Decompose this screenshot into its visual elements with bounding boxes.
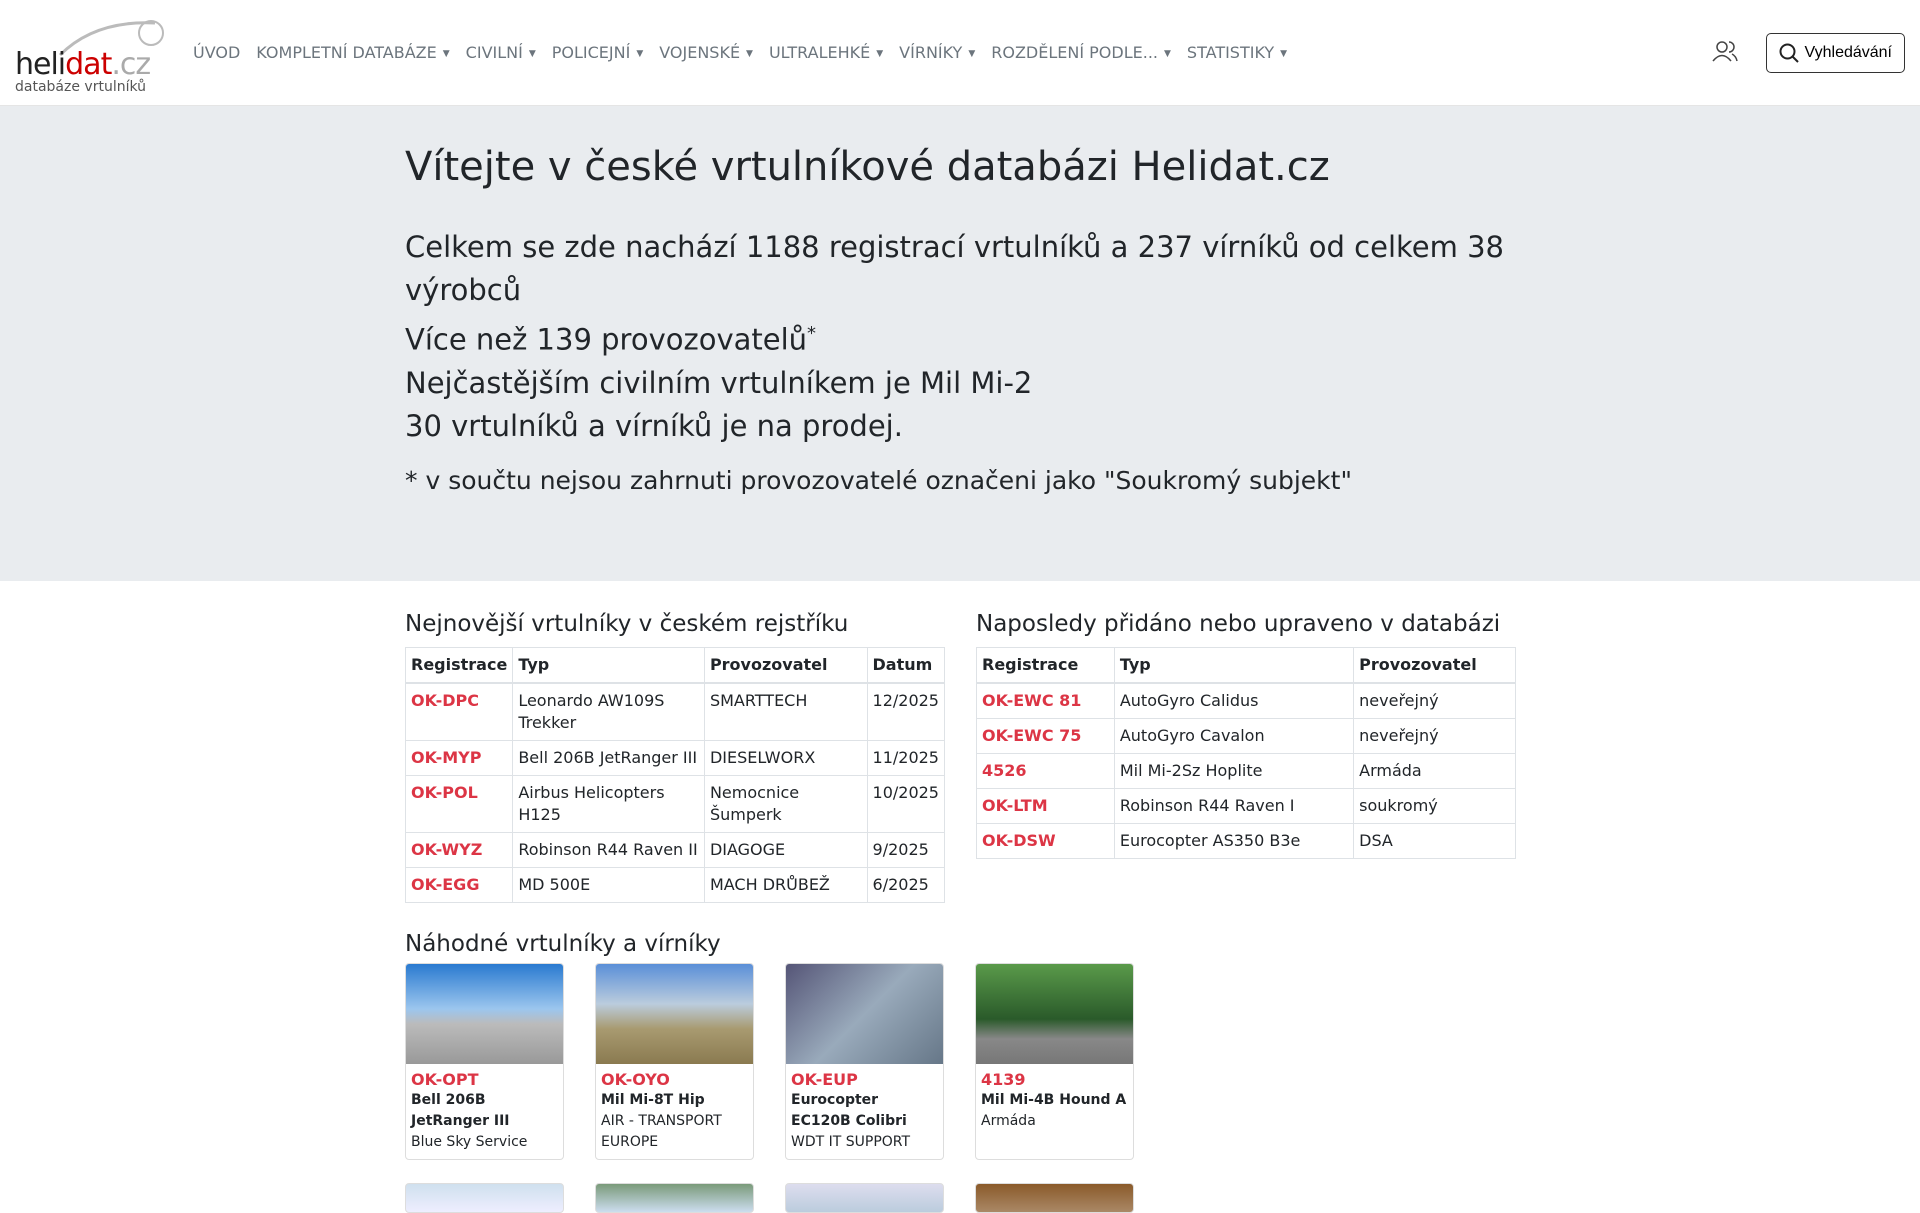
helicopter-photo[interactable]	[596, 964, 753, 1064]
nav-item[interactable]: VÍRNÍKY ▼	[899, 43, 976, 62]
table-cell: Airbus Helicopters H125	[513, 776, 705, 833]
registration-link[interactable]: OK-MYP	[406, 741, 513, 776]
card-operator: WDT IT SUPPORT	[791, 1134, 911, 1150]
random-cards	[405, 963, 1920, 1160]
table-row	[977, 683, 1516, 719]
table-cell: Bell 206B JetRanger III	[513, 741, 705, 776]
table-cell: 11/2025	[867, 741, 944, 776]
helicopter-card[interactable]	[595, 963, 754, 1160]
table-row	[977, 719, 1516, 754]
registration-link[interactable]: 4526	[977, 754, 1115, 789]
table-cell: MD 500E	[513, 868, 705, 903]
caret-down-icon: ▼	[968, 48, 976, 59]
main-menu	[185, 43, 1295, 62]
caret-down-icon: ▼	[746, 48, 753, 59]
nav-item[interactable]: STATISTIKY ▼	[1186, 43, 1288, 62]
caret-down-icon: ▼	[876, 48, 884, 59]
table-header	[406, 648, 945, 684]
intro-jumbotron	[0, 106, 1920, 581]
card-image[interactable]	[785, 1183, 944, 1213]
card-registration[interactable]: OK-OYO	[601, 1070, 670, 1089]
table-row	[406, 741, 945, 776]
table-row	[977, 824, 1516, 859]
nav-item[interactable]: CIVILNÍ ▼	[465, 43, 536, 62]
column-header: Datum	[867, 648, 944, 684]
caret-down-icon: ▼	[636, 48, 644, 59]
table-cell: 6/2025	[867, 868, 944, 903]
card-image[interactable]	[595, 1183, 754, 1213]
table-cell: Mil Mi-2Sz Hoplite	[1114, 754, 1353, 789]
table-row	[406, 833, 945, 868]
table-cell: Eurocopter AS350 B3e	[1114, 824, 1353, 859]
table-cell: neveřejný	[1354, 719, 1516, 754]
table-cell: MACH DRŮBEŽ	[704, 868, 867, 903]
table-cell: Robinson R44 Raven I	[1114, 789, 1353, 824]
registration-link[interactable]: OK-WYZ	[406, 833, 513, 868]
table-cell: AutoGyro Calidus	[1114, 683, 1353, 719]
page-title: Vítejte v české vrtulníkové databázi Helidat.cz	[405, 144, 1330, 190]
column-header: Provozovatel	[704, 648, 867, 684]
registration-link[interactable]: OK-LTM	[977, 789, 1115, 824]
footnote: * v součtu nejsou zahrnuti provozovatelé označeni jako "Soukromý subjekt"	[405, 465, 1352, 495]
table-row	[406, 868, 945, 903]
registration-link[interactable]: OK-EGG	[406, 868, 513, 903]
helicopter-card[interactable]	[405, 963, 564, 1160]
caret-down-icon: ▼	[1164, 48, 1171, 59]
table-cell: DIAGOGE	[704, 833, 867, 868]
registration-link[interactable]: OK-DSW	[977, 824, 1115, 859]
nav-item[interactable]: ÚVOD	[193, 43, 241, 62]
card-registration[interactable]: OK-OPT	[411, 1070, 479, 1089]
stats: Celkem se zde nachází 1188 registrací vrtulníků a 237 vírníků od celkem 38 výrobců Více než 139 provozovatelů* Nejčastějším civilním vrtulníkem je Mil Mi-2 30 vrtulníků a vírníků je na prodej.	[405, 230, 1504, 443]
nav-item[interactable]: ROZDĚLENÍ PODLE... ▼	[991, 43, 1171, 62]
table-cell: Robinson R44 Raven II	[513, 833, 705, 868]
table-row	[406, 776, 945, 833]
search-icon	[1779, 43, 1799, 63]
table-row	[977, 754, 1516, 789]
table-cell: 10/2025	[867, 776, 944, 833]
column-header: Typ	[513, 648, 705, 684]
recent-table	[976, 647, 1516, 859]
card-operator: Armáda	[981, 1113, 1036, 1129]
table-cell: DIESELWORX	[704, 741, 867, 776]
nav-item[interactable]: VOJENSKÉ ▼	[659, 43, 753, 62]
table-cell: soukromý	[1354, 789, 1516, 824]
table-cell: Nemocnice Šumperk	[704, 776, 867, 833]
card-operator: Blue Sky Service	[411, 1134, 528, 1150]
table-row	[977, 789, 1516, 824]
card-registration[interactable]: OK-EUP	[791, 1070, 858, 1089]
column-header: Typ	[1114, 648, 1353, 684]
nav-item[interactable]: ULTRALEHKÉ ▼	[768, 43, 884, 62]
column-header: Registrace	[406, 648, 513, 684]
table-cell: 12/2025	[867, 683, 944, 741]
card-type: Bell 206B JetRanger III	[411, 1092, 510, 1129]
caret-down-icon: ▼	[1280, 48, 1288, 59]
card-image[interactable]	[975, 1183, 1134, 1213]
table-cell: Armáda	[1354, 754, 1516, 789]
table-cell: SMARTTECH	[704, 683, 867, 741]
helicopter-photo[interactable]	[786, 964, 943, 1064]
random-cards-row2	[405, 1166, 1920, 1213]
table-cell: AutoGyro Cavalon	[1114, 719, 1353, 754]
registration-link[interactable]: OK-EWC 75	[977, 719, 1115, 754]
card-type: Mil Mi-4B Hound A	[981, 1092, 1127, 1108]
newest-table	[405, 647, 945, 903]
search-button[interactable]: Vyhledávání	[1766, 33, 1905, 73]
navbar	[0, 0, 1920, 106]
helicopter-card[interactable]	[975, 963, 1134, 1160]
table-cell: DSA	[1354, 824, 1516, 859]
card-image[interactable]	[405, 1183, 564, 1213]
nav-item[interactable]: KOMPLETNÍ DATABÁZE ▼	[256, 43, 450, 62]
newest-section: Nejnovější vrtulníky v českém rejstříku Registrace Typ Provozovatel Datum OK-DPC Leonardo AW109S Trekker SMARTTECH 12/2025 OK-MYP Bell 206B JetRanger III DIESELWORX 11/2025 OK-POL Airbus Helicopters H125 Nemocnice Šumperk 10/2025 OK-WYZ Robinson R44 Raven II DIAGOGE 9/2025 OK-EGG MD 500E MACH DRŮBEŽ 6/2025	[405, 611, 945, 903]
users-icon[interactable]	[1712, 40, 1738, 66]
column-header: Registrace	[977, 648, 1115, 684]
card-type: Eurocopter EC120B Colibri	[791, 1092, 907, 1129]
nav-item[interactable]: POLICEJNÍ ▼	[551, 43, 644, 62]
registration-link[interactable]: OK-DPC	[406, 683, 513, 741]
table-cell: 9/2025	[867, 833, 944, 868]
registration-link[interactable]: OK-EWC 81	[977, 683, 1115, 719]
table-cell: Leonardo AW109S Trekker	[513, 683, 705, 741]
column-header: Provozovatel	[1354, 648, 1516, 684]
helicopter-card[interactable]	[785, 963, 944, 1160]
registration-link[interactable]: OK-POL	[406, 776, 513, 833]
helicopter-photo[interactable]	[976, 964, 1133, 1064]
helicopter-photo[interactable]	[406, 964, 563, 1064]
table-row	[406, 683, 945, 741]
card-operator: AIR - TRANSPORT EUROPE	[601, 1113, 722, 1150]
caret-down-icon: ▼	[442, 48, 450, 59]
table-header	[977, 648, 1516, 684]
table-cell: neveřejný	[1354, 683, 1516, 719]
caret-down-icon: ▼	[528, 48, 536, 59]
recent-section: Naposledy přidáno nebo upraveno v databázi Registrace Typ Provozovatel OK-EWC 81 AutoGyro Calidus neveřejný OK-EWC 75 AutoGyro Cavalon neveřejný 4526 Mil Mi-2Sz Hoplite Armáda OK-LTM Robinson R44 Raven I soukromý OK-DSW Eurocopter AS350 B3e DSA	[976, 611, 1516, 903]
card-registration[interactable]: 4139	[981, 1070, 1026, 1089]
card-type: Mil Mi-8T Hip	[601, 1092, 705, 1108]
logo[interactable]: helidat.cz databáze vrtulníků	[15, 7, 165, 99]
